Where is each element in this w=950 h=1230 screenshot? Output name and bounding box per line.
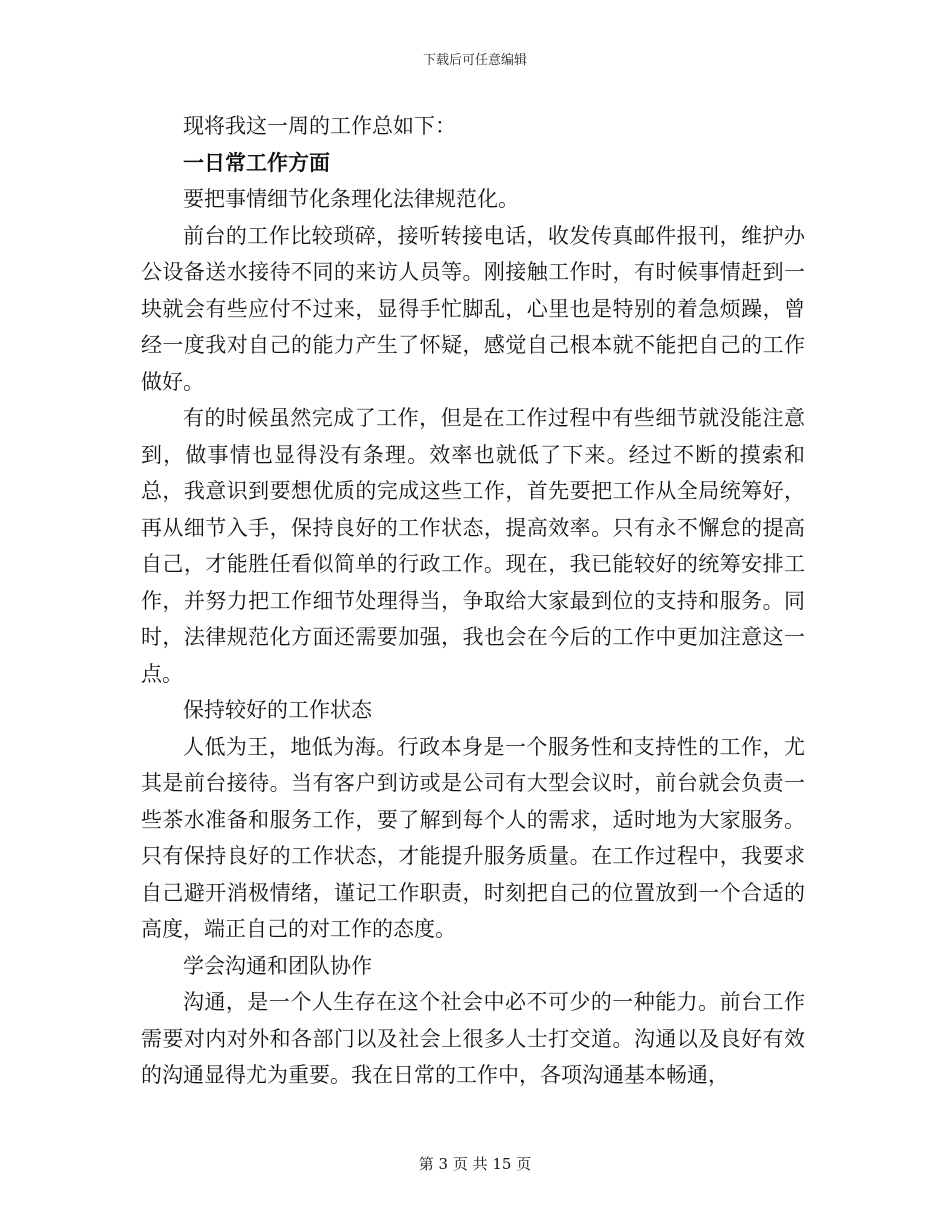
paragraph-efficiency: 有的时候虽然完成了工作，但是在工作过程中有些细节就没能注意到，做事情也显得没有条理。效率也就低了下来。经过不断的摸索和总，我意识到要想优质的完成这些工作，首先要把工作从全局统筹好，再从细节入手，保持良好的工作状态，提高效率。只有永不懈怠的提高自己，才能胜任看似简单的行政工作。现在，我已能较好的统筹安排工作，并努力把工作细节处理得当，争取给大家最到位的支持和服务。同时，法律规范化方面还需要加强，我也会在今后的工作中更加注意这一点。: [141, 406, 805, 686]
subheading-communication: 学会沟通和团队协作: [183, 953, 372, 978]
subheading-detail: 要把事情细节化条理化法律规范化。: [183, 187, 519, 211]
page-number: 第 3 页 共 15 页: [418, 1155, 532, 1173]
page-header: 下载后可任意编辑: [422, 53, 527, 68]
subheading-work-state: 保持较好的工作状态: [183, 698, 372, 722]
paragraph-communication: 沟通，是一个人生存在这个社会中必不可少的一种能力。前台工作需要对内对外和各部门以及社会上很多人士打交道。沟通以及良好有效的沟通显得尤为重要。我在日常的工作中，各项沟通基本畅通，: [141, 990, 805, 1087]
intro-paragraph: 现将我这一周的工作总如下：: [183, 114, 456, 138]
paragraph-reception-work: 前台的工作比较琐碎，接听转接电话，收发传真邮件报刊，维护办公设备送水接待不同的来访人员等。刚接触工作时，有时候事情赶到一块就会有些应付不过来，显得手忙脚乱，心里也是特别的着急烦躁，曾经一度我对自己的能力产生了怀疑，感觉自己根本就不能把自己的工作做好。: [141, 223, 805, 394]
paragraph-service: 人低为王，地低为海。行政本身是一个服务性和支持性的工作，尤其是前台接待。当有客户到访或是公司有大型会议时，前台就会负责一些茶水准备和服务工作，要了解到每个人的需求，适时地为大家服务。只有保持良好的工作状态，才能提升服务质量。在工作过程中，我要求自己避开消极情绪，谨记工作职责，时刻把自己的位置放到一个合适的高度，端正自己的对工作的态度。: [141, 734, 805, 941]
section-heading: 一日常工作方面: [183, 149, 330, 175]
document-body: [141, 108, 805, 1094]
